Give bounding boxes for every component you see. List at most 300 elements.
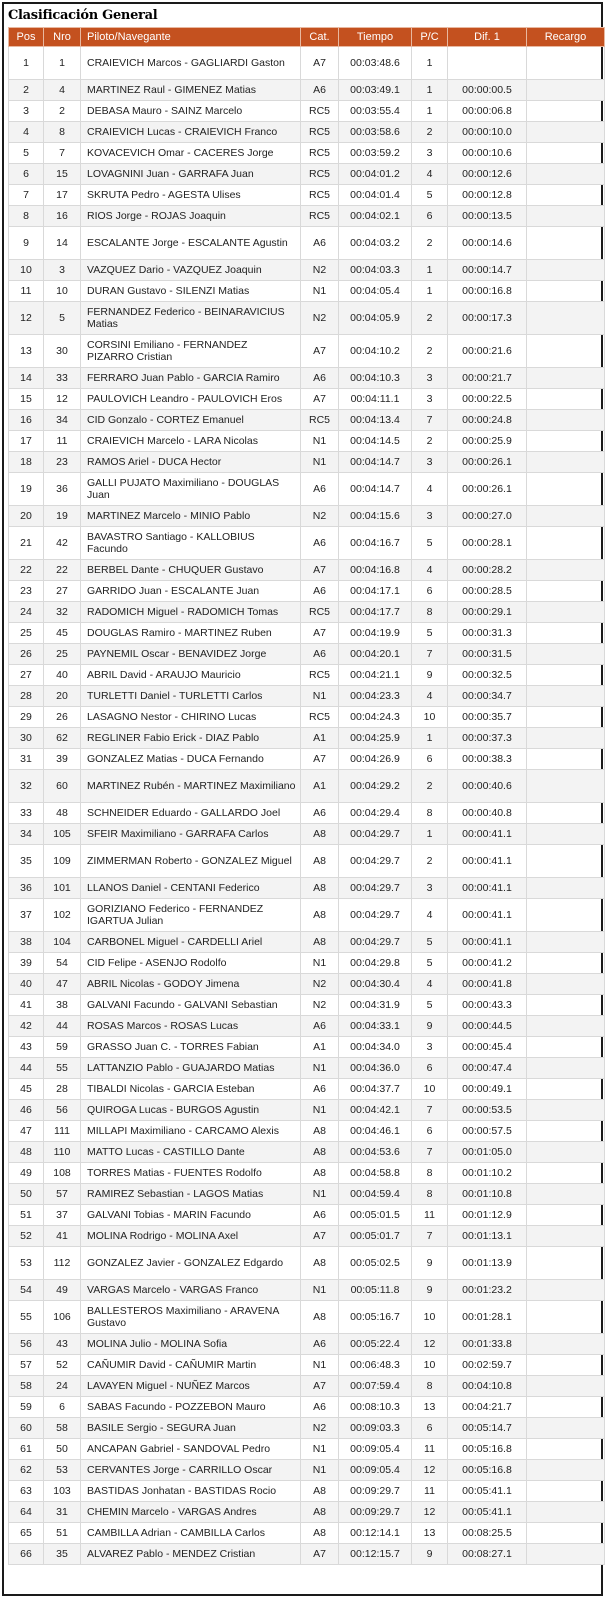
cell-pc: 9 — [412, 665, 448, 686]
cell-cat: A1 — [301, 770, 339, 803]
cell-pc: 3 — [412, 506, 448, 527]
table-row[interactable] — [9, 1247, 605, 1280]
table-row[interactable] — [9, 686, 605, 707]
col-header-nro[interactable]: Nro — [44, 28, 81, 47]
cell-pc: 7 — [412, 1142, 448, 1163]
cell-pc: 1 — [412, 728, 448, 749]
table-row[interactable] — [9, 602, 605, 623]
cell-tiempo: 00:04:03.2 — [339, 227, 412, 260]
cell-piloto: RADOMICH Miguel - RADOMICH Tomas — [81, 602, 301, 623]
cell-recargo — [527, 389, 605, 410]
cell-recargo — [527, 1418, 605, 1439]
cell-nro: 15 — [44, 164, 81, 185]
cell-dif: 00:08:27.1 — [448, 1544, 527, 1565]
table-row[interactable] — [9, 1376, 605, 1397]
cell-dif: 00:01:23.2 — [448, 1280, 527, 1301]
cell-pc: 2 — [412, 302, 448, 335]
cell-nro: 53 — [44, 1460, 81, 1481]
cell-nro: 47 — [44, 974, 81, 995]
cell-piloto: MOLINA Julio - MOLINA Sofia — [81, 1334, 301, 1355]
cell-recargo — [527, 845, 605, 878]
table-header-row — [9, 28, 605, 47]
cell-nro: 20 — [44, 686, 81, 707]
cell-dif: 00:01:10.2 — [448, 1163, 527, 1184]
cell-piloto: FERNANDEZ Federico - BEINARAVICIUS Matias — [81, 302, 301, 335]
cell-piloto: MOLINA Rodrigo - MOLINA Axel — [81, 1226, 301, 1247]
cell-cat: N2 — [301, 302, 339, 335]
cell-piloto: SKRUTA Pedro - AGESTA Ulises — [81, 185, 301, 206]
table-row[interactable] — [9, 143, 605, 164]
table-row[interactable] — [9, 995, 605, 1016]
cell-cat: A8 — [301, 824, 339, 845]
cell-dif: 00:00:26.1 — [448, 452, 527, 473]
cell-cat: RC5 — [301, 602, 339, 623]
cell-tiempo: 00:04:29.7 — [339, 845, 412, 878]
cell-pc: 11 — [412, 1439, 448, 1460]
col-header-tiempo[interactable]: Tiempo — [339, 28, 412, 47]
cell-dif: 00:00:44.5 — [448, 1016, 527, 1037]
cell-nro: 17 — [44, 185, 81, 206]
cell-tiempo: 00:09:05.4 — [339, 1460, 412, 1481]
cell-dif: 00:00:32.5 — [448, 665, 527, 686]
cell-dif: 00:00:31.3 — [448, 623, 527, 644]
cell-pos: 7 — [9, 185, 44, 206]
cell-tiempo: 00:06:48.3 — [339, 1355, 412, 1376]
cell-dif: 00:00:31.5 — [448, 644, 527, 665]
cell-recargo — [527, 623, 605, 644]
cell-piloto: MATTO Lucas - CASTILLO Dante — [81, 1142, 301, 1163]
table-row[interactable] — [9, 527, 605, 560]
cell-tiempo: 00:04:30.4 — [339, 974, 412, 995]
cell-dif: 00:01:12.9 — [448, 1205, 527, 1226]
table-row[interactable] — [9, 1184, 605, 1205]
cell-piloto: GALLI PUJATO Maximiliano - DOUGLAS Juan — [81, 473, 301, 506]
cell-pc: 12 — [412, 1502, 448, 1523]
table-row[interactable] — [9, 1523, 605, 1544]
cell-pos: 41 — [9, 995, 44, 1016]
table-row[interactable] — [9, 1334, 605, 1355]
cell-pc: 6 — [412, 749, 448, 770]
table-row[interactable] — [9, 974, 605, 995]
cell-piloto: ANCAPAN Gabriel - SANDOVAL Pedro — [81, 1439, 301, 1460]
cell-pos: 18 — [9, 452, 44, 473]
table-row[interactable] — [9, 368, 605, 389]
cell-dif: 00:00:41.2 — [448, 953, 527, 974]
cell-recargo — [527, 1247, 605, 1280]
cell-recargo — [527, 728, 605, 749]
cell-dif: 00:01:13.1 — [448, 1226, 527, 1247]
cell-tiempo: 00:04:01.4 — [339, 185, 412, 206]
cell-pc: 6 — [412, 206, 448, 227]
cell-piloto: BAVASTRO Santiago - KALLOBIUS Facundo — [81, 527, 301, 560]
table-row[interactable] — [9, 431, 605, 452]
cell-pos: 1 — [9, 47, 44, 80]
cell-dif: 00:00:28.5 — [448, 581, 527, 602]
cell-cat: A8 — [301, 1142, 339, 1163]
cell-pc: 4 — [412, 899, 448, 932]
cell-piloto: ESCALANTE Jorge - ESCALANTE Agustin — [81, 227, 301, 260]
cell-pos: 56 — [9, 1334, 44, 1355]
table-row[interactable] — [9, 1121, 605, 1142]
table-row[interactable] — [9, 1301, 605, 1334]
cell-recargo — [527, 602, 605, 623]
cell-dif: 00:00:38.3 — [448, 749, 527, 770]
cell-cat: A6 — [301, 1205, 339, 1226]
table-row[interactable] — [9, 1142, 605, 1163]
cell-recargo — [527, 1037, 605, 1058]
table-row[interactable] — [9, 1481, 605, 1502]
cell-recargo — [527, 143, 605, 164]
cell-tiempo: 00:09:03.3 — [339, 1418, 412, 1439]
cell-nro: 39 — [44, 749, 81, 770]
col-header-cat[interactable]: Cat. — [301, 28, 339, 47]
table-row[interactable] — [9, 122, 605, 143]
cell-nro: 14 — [44, 227, 81, 260]
cell-recargo — [527, 1355, 605, 1376]
table-row[interactable] — [9, 389, 605, 410]
table-row[interactable] — [9, 623, 605, 644]
cell-recargo — [527, 206, 605, 227]
cell-pos: 24 — [9, 602, 44, 623]
cell-tiempo: 00:05:16.7 — [339, 1301, 412, 1334]
cell-dif: 00:00:06.8 — [448, 101, 527, 122]
cell-recargo — [527, 1397, 605, 1418]
cell-dif: 00:05:16.8 — [448, 1439, 527, 1460]
table-row[interactable] — [9, 281, 605, 302]
cell-nro: 19 — [44, 506, 81, 527]
cell-piloto: PAYNEMIL Oscar - BENAVIDEZ Jorge — [81, 644, 301, 665]
table-row[interactable] — [9, 1460, 605, 1481]
cell-nro: 101 — [44, 878, 81, 899]
table-row[interactable] — [9, 260, 605, 281]
cell-cat: A8 — [301, 845, 339, 878]
cell-recargo — [527, 1205, 605, 1226]
cell-pos: 25 — [9, 623, 44, 644]
cell-cat: A8 — [301, 1301, 339, 1334]
cell-recargo — [527, 1439, 605, 1460]
table-row[interactable] — [9, 728, 605, 749]
cell-piloto: TIBALDI Nicolas - GARCIA Esteban — [81, 1079, 301, 1100]
cell-cat: RC5 — [301, 206, 339, 227]
cell-pos: 33 — [9, 803, 44, 824]
cell-tiempo: 00:04:14.7 — [339, 452, 412, 473]
cell-cat: A6 — [301, 368, 339, 389]
cell-pc: 13 — [412, 1523, 448, 1544]
cell-tiempo: 00:12:14.1 — [339, 1523, 412, 1544]
cell-nro: 7 — [44, 143, 81, 164]
cell-pc: 3 — [412, 1037, 448, 1058]
cell-nro: 10 — [44, 281, 81, 302]
cell-pos: 52 — [9, 1226, 44, 1247]
cell-cat: A1 — [301, 1037, 339, 1058]
cell-nro: 30 — [44, 335, 81, 368]
cell-tiempo: 00:04:10.2 — [339, 335, 412, 368]
cell-cat: N1 — [301, 452, 339, 473]
cell-nro: 49 — [44, 1280, 81, 1301]
cell-cat: N1 — [301, 281, 339, 302]
cell-nro: 16 — [44, 206, 81, 227]
cell-pos: 47 — [9, 1121, 44, 1142]
cell-cat: N1 — [301, 1100, 339, 1121]
cell-tiempo: 00:04:17.7 — [339, 602, 412, 623]
cell-cat: N2 — [301, 995, 339, 1016]
cell-recargo — [527, 473, 605, 506]
table-row[interactable] — [9, 1397, 605, 1418]
col-header-recargo[interactable]: Recargo — [527, 28, 605, 47]
cell-nro: 104 — [44, 932, 81, 953]
table-row[interactable] — [9, 1544, 605, 1565]
cell-dif: 00:05:16.8 — [448, 1460, 527, 1481]
table-row[interactable] — [9, 164, 605, 185]
table-row[interactable] — [9, 80, 605, 101]
table-row[interactable] — [9, 665, 605, 686]
cell-nro: 38 — [44, 995, 81, 1016]
cell-tiempo: 00:04:42.1 — [339, 1100, 412, 1121]
cell-tiempo: 00:09:29.7 — [339, 1481, 412, 1502]
cell-pos: 42 — [9, 1016, 44, 1037]
cell-dif: 00:04:21.7 — [448, 1397, 527, 1418]
cell-nro: 102 — [44, 899, 81, 932]
cell-tiempo: 00:04:29.2 — [339, 770, 412, 803]
cell-dif: 00:00:24.8 — [448, 410, 527, 431]
cell-tiempo: 00:05:22.4 — [339, 1334, 412, 1355]
cell-recargo — [527, 899, 605, 932]
cell-tiempo: 00:04:16.7 — [339, 527, 412, 560]
table-row[interactable] — [9, 506, 605, 527]
cell-dif: 00:00:10.6 — [448, 143, 527, 164]
cell-recargo — [527, 122, 605, 143]
table-row[interactable] — [9, 47, 605, 80]
table-row[interactable] — [9, 953, 605, 974]
cell-piloto: CRAIEVICH Marcos - GAGLIARDI Gaston — [81, 47, 301, 80]
cell-piloto: GORIZIANO Federico - FERNANDEZ IGARTUA Julian — [81, 899, 301, 932]
cell-piloto: CARBONEL Miguel - CARDELLI Ariel — [81, 932, 301, 953]
cell-pc: 6 — [412, 1058, 448, 1079]
cell-cat: A6 — [301, 581, 339, 602]
cell-cat: A7 — [301, 389, 339, 410]
cell-recargo — [527, 1502, 605, 1523]
cell-tiempo: 00:04:29.7 — [339, 932, 412, 953]
cell-cat: A8 — [301, 878, 339, 899]
cell-piloto: CAMBILLA Adrian - CAMBILLA Carlos — [81, 1523, 301, 1544]
cell-tiempo: 00:04:15.6 — [339, 506, 412, 527]
cell-tiempo: 00:04:16.8 — [339, 560, 412, 581]
cell-piloto: SCHNEIDER Eduardo - GALLARDO Joel — [81, 803, 301, 824]
cell-pos: 9 — [9, 227, 44, 260]
cell-cat: N1 — [301, 953, 339, 974]
cell-pos: 62 — [9, 1460, 44, 1481]
cell-piloto: GALVANI Facundo - GALVANI Sebastian — [81, 995, 301, 1016]
cell-tiempo: 00:04:53.6 — [339, 1142, 412, 1163]
cell-cat: A7 — [301, 335, 339, 368]
cell-cat: A8 — [301, 1481, 339, 1502]
cell-tiempo: 00:03:58.6 — [339, 122, 412, 143]
cell-dif: 00:00:12.8 — [448, 185, 527, 206]
cell-dif: 00:00:43.3 — [448, 995, 527, 1016]
table-row[interactable] — [9, 1037, 605, 1058]
cell-pc: 4 — [412, 560, 448, 581]
table-row[interactable] — [9, 899, 605, 932]
cell-pos: 16 — [9, 410, 44, 431]
cell-pc: 6 — [412, 581, 448, 602]
cell-dif: 00:00:35.7 — [448, 707, 527, 728]
cell-cat: A6 — [301, 803, 339, 824]
cell-piloto: CRAIEVICH Marcelo - LARA Nicolas — [81, 431, 301, 452]
cell-pc: 10 — [412, 1355, 448, 1376]
table-row[interactable] — [9, 878, 605, 899]
cell-nro: 52 — [44, 1355, 81, 1376]
cell-tiempo: 00:04:03.3 — [339, 260, 412, 281]
cell-dif: 00:02:59.7 — [448, 1355, 527, 1376]
table-row[interactable] — [9, 452, 605, 473]
cell-pos: 5 — [9, 143, 44, 164]
results-body — [9, 47, 605, 1565]
cell-cat: N2 — [301, 974, 339, 995]
cell-pc: 9 — [412, 1544, 448, 1565]
table-row[interactable] — [9, 410, 605, 431]
cell-piloto: BASILE Sergio - SEGURA Juan — [81, 1418, 301, 1439]
cell-cat: A1 — [301, 728, 339, 749]
col-header-piloto[interactable]: Piloto/Navegante — [81, 28, 301, 47]
cell-recargo — [527, 1334, 605, 1355]
cell-recargo — [527, 1523, 605, 1544]
cell-pos: 49 — [9, 1163, 44, 1184]
cell-tiempo: 00:04:26.9 — [339, 749, 412, 770]
table-row[interactable] — [9, 1418, 605, 1439]
cell-piloto: CHEMIN Marcelo - VARGAS Andres — [81, 1502, 301, 1523]
table-row[interactable] — [9, 1226, 605, 1247]
cell-pc: 3 — [412, 878, 448, 899]
cell-tiempo: 00:07:59.4 — [339, 1376, 412, 1397]
table-row[interactable] — [9, 749, 605, 770]
cell-nro: 55 — [44, 1058, 81, 1079]
table-row[interactable] — [9, 1280, 605, 1301]
cell-recargo — [527, 770, 605, 803]
table-row[interactable] — [9, 707, 605, 728]
table-row[interactable] — [9, 1439, 605, 1460]
cell-tiempo: 00:04:29.8 — [339, 953, 412, 974]
table-row[interactable] — [9, 227, 605, 260]
cell-pos: 26 — [9, 644, 44, 665]
table-row[interactable] — [9, 581, 605, 602]
cell-cat: RC5 — [301, 164, 339, 185]
cell-piloto: VAZQUEZ Dario - VAZQUEZ Joaquin — [81, 260, 301, 281]
table-row[interactable] — [9, 335, 605, 368]
table-row[interactable] — [9, 1079, 605, 1100]
cell-pc: 3 — [412, 389, 448, 410]
cell-dif: 00:00:41.1 — [448, 899, 527, 932]
cell-tiempo: 00:03:55.4 — [339, 101, 412, 122]
cell-tiempo: 00:04:11.1 — [339, 389, 412, 410]
cell-tiempo: 00:04:05.9 — [339, 302, 412, 335]
cell-tiempo: 00:04:05.4 — [339, 281, 412, 302]
table-row[interactable] — [9, 1163, 605, 1184]
cell-nro: 58 — [44, 1418, 81, 1439]
cell-pos: 17 — [9, 431, 44, 452]
table-row[interactable] — [9, 932, 605, 953]
col-header-dif[interactable]: Dif. 1 — [448, 28, 527, 47]
col-header-pc[interactable]: P/C — [412, 28, 448, 47]
table-row[interactable] — [9, 845, 605, 878]
cell-piloto: MARTINEZ Raul - GIMENEZ Matias — [81, 80, 301, 101]
cell-pc: 5 — [412, 623, 448, 644]
cell-piloto: LATTANZIO Pablo - GUAJARDO Matias — [81, 1058, 301, 1079]
cell-cat: A7 — [301, 1376, 339, 1397]
table-row[interactable] — [9, 1205, 605, 1226]
cell-recargo — [527, 527, 605, 560]
table-row[interactable] — [9, 1058, 605, 1079]
cell-pc: 8 — [412, 803, 448, 824]
table-row[interactable] — [9, 560, 605, 581]
cell-cat: RC5 — [301, 101, 339, 122]
cell-piloto: GONZALEZ Javier - GONZALEZ Edgardo — [81, 1247, 301, 1280]
cell-tiempo: 00:04:24.3 — [339, 707, 412, 728]
cell-nro: 11 — [44, 431, 81, 452]
cell-pc: 8 — [412, 1184, 448, 1205]
cell-tiempo: 00:04:58.8 — [339, 1163, 412, 1184]
cell-piloto: LAVAYEN Miguel - NUÑEZ Marcos — [81, 1376, 301, 1397]
cell-pc: 1 — [412, 101, 448, 122]
cell-tiempo: 00:04:20.1 — [339, 644, 412, 665]
cell-recargo — [527, 560, 605, 581]
cell-cat: A6 — [301, 1397, 339, 1418]
cell-pc: 2 — [412, 845, 448, 878]
table-row[interactable] — [9, 644, 605, 665]
table-row[interactable] — [9, 824, 605, 845]
cell-cat: A6 — [301, 1079, 339, 1100]
table-row[interactable] — [9, 1100, 605, 1121]
cell-nro: 23 — [44, 452, 81, 473]
cell-dif: 00:00:17.3 — [448, 302, 527, 335]
cell-dif: 00:00:41.1 — [448, 878, 527, 899]
cell-tiempo: 00:04:37.7 — [339, 1079, 412, 1100]
table-row[interactable] — [9, 1502, 605, 1523]
cell-cat: RC5 — [301, 665, 339, 686]
cell-recargo — [527, 995, 605, 1016]
cell-pos: 23 — [9, 581, 44, 602]
table-row[interactable] — [9, 302, 605, 335]
cell-tiempo: 00:04:02.1 — [339, 206, 412, 227]
cell-piloto: BASTIDAS Jonhatan - BASTIDAS Rocio — [81, 1481, 301, 1502]
table-row[interactable] — [9, 1355, 605, 1376]
cell-cat: A7 — [301, 560, 339, 581]
cell-nro: 111 — [44, 1121, 81, 1142]
cell-pos: 39 — [9, 953, 44, 974]
cell-cat: A8 — [301, 899, 339, 932]
table-row[interactable] — [9, 770, 605, 803]
table-row[interactable] — [9, 803, 605, 824]
cell-piloto: LLANOS Daniel - CENTANI Federico — [81, 878, 301, 899]
cell-cat: A6 — [301, 1016, 339, 1037]
table-row[interactable] — [9, 185, 605, 206]
table-row[interactable] — [9, 101, 605, 122]
cell-piloto: SFEIR Maximiliano - GARRAFA Carlos — [81, 824, 301, 845]
cell-piloto: ABRIL Nicolas - GODOY Jimena — [81, 974, 301, 995]
cell-pos: 48 — [9, 1142, 44, 1163]
table-row[interactable] — [9, 206, 605, 227]
cell-cat: A7 — [301, 47, 339, 80]
cell-cat: A6 — [301, 80, 339, 101]
cell-dif: 00:08:25.5 — [448, 1523, 527, 1544]
cell-pos: 40 — [9, 974, 44, 995]
table-row[interactable] — [9, 473, 605, 506]
cell-recargo — [527, 1460, 605, 1481]
cell-recargo — [527, 335, 605, 368]
col-header-pos[interactable]: Pos — [9, 28, 44, 47]
table-row[interactable] — [9, 1016, 605, 1037]
cell-recargo — [527, 281, 605, 302]
cell-recargo — [527, 1280, 605, 1301]
